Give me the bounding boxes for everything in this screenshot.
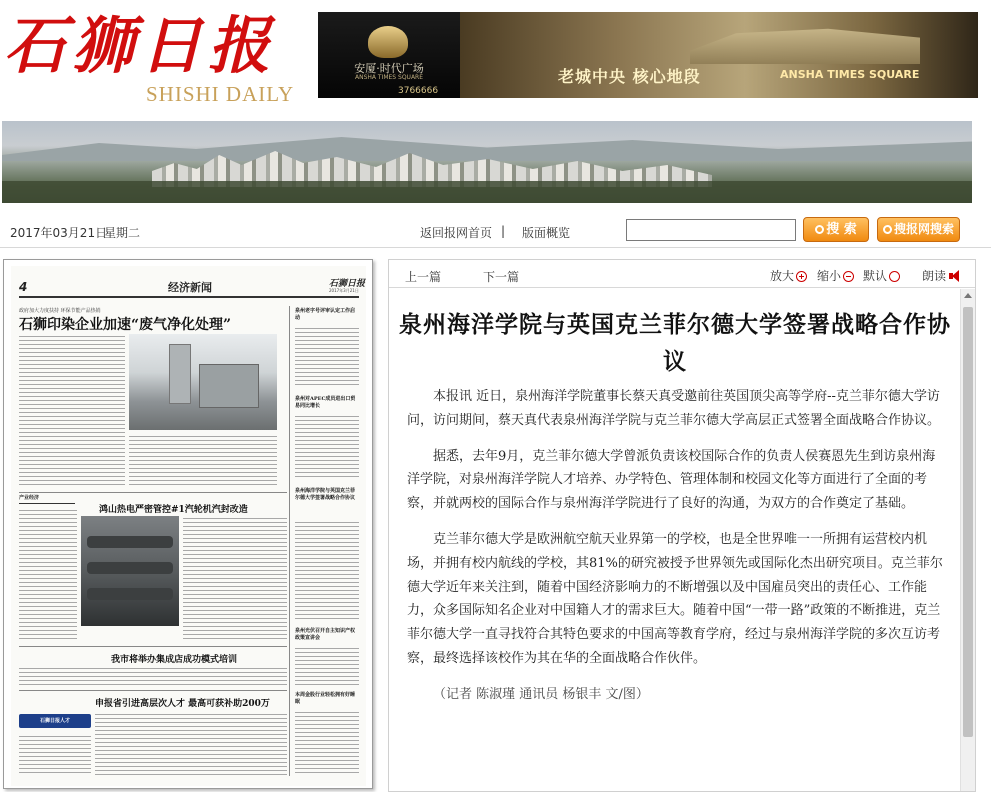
article-text-block[interactable] bbox=[129, 434, 277, 488]
article-toolbar bbox=[389, 260, 975, 288]
article-photo-turbine[interactable] bbox=[81, 516, 179, 626]
logo-english-text: SHISHI DAILY bbox=[146, 82, 295, 106]
column-label: 产业经济 bbox=[19, 494, 75, 504]
ad-image bbox=[460, 12, 978, 98]
magnifier-icon bbox=[883, 225, 892, 234]
zoom-in-label: 放大 bbox=[770, 269, 795, 283]
article-byline: （记者 陈淑瑾 通讯员 杨银丰 文/图） bbox=[433, 686, 649, 702]
article-text-block[interactable] bbox=[295, 326, 359, 388]
article-panel bbox=[388, 259, 976, 792]
plus-circle-icon bbox=[796, 271, 807, 282]
page-header-rule bbox=[19, 296, 359, 298]
photo-tower bbox=[169, 344, 191, 404]
article-paragraph: 据悉，去年9月，克兰菲尔德大学曾派负责该校国际合作的负责人侯赛恩先生到访泉州海洋学院，对泉州海洋学院人才培养、办学特色、管理体制和校园文化等方面进行了全面的考察，并就两校的国际合作与泉州海洋学院进行了良好的沟通，为双方的合作奠定了基础。 bbox=[407, 448, 936, 512]
reset-circle-icon bbox=[889, 271, 900, 282]
page-date: 2017年3月21日 bbox=[329, 288, 359, 293]
ad-slogan: 老城中央 核心地段 bbox=[558, 67, 701, 86]
newspaper-page bbox=[11, 266, 366, 786]
city-panorama-banner bbox=[2, 121, 972, 203]
section-divider bbox=[19, 690, 287, 691]
photo-machine-row bbox=[87, 588, 173, 600]
ad-building-graphic bbox=[690, 20, 920, 64]
photo-tank bbox=[199, 364, 259, 408]
site-header bbox=[0, 0, 991, 112]
site-logo[interactable] bbox=[4, 6, 304, 106]
page-overview-link[interactable]: 版面概览 bbox=[522, 226, 571, 240]
search-input[interactable] bbox=[626, 219, 796, 241]
minus-circle-icon bbox=[843, 271, 854, 282]
side-headline[interactable]: 泉州光伏召开自主知识产权政策宣讲会 bbox=[295, 628, 356, 641]
article-text-block[interactable] bbox=[295, 520, 359, 620]
section-divider bbox=[19, 492, 287, 493]
site-search-button-label: 搜报网搜索 bbox=[893, 222, 954, 236]
issue-weekday: 星期二 bbox=[104, 226, 141, 240]
page-number: 4 bbox=[19, 280, 28, 294]
search-button-label: 搜 索 bbox=[826, 222, 857, 237]
reset-size-label: 默认 bbox=[863, 269, 888, 283]
article-text-block[interactable] bbox=[19, 508, 77, 642]
article-hotspot-1[interactable]: 石狮印染企业加速“废气净化处理” bbox=[19, 317, 232, 333]
article-text-block[interactable] bbox=[295, 710, 359, 776]
ad-phone: 3766666 bbox=[398, 86, 439, 96]
ad-brand-block bbox=[318, 12, 460, 98]
scrollbar-thumb[interactable] bbox=[963, 307, 973, 737]
side-headline[interactable]: 泉州对APEC成员进出口贸易同比增长 bbox=[295, 396, 356, 409]
home-link[interactable]: 返回报网首页 bbox=[420, 226, 493, 240]
panorama-foreground bbox=[2, 181, 972, 203]
article-photo-factory[interactable] bbox=[129, 334, 277, 430]
site-search-button[interactable] bbox=[877, 217, 960, 242]
article-scrollbar[interactable] bbox=[960, 289, 975, 792]
side-headline[interactable]: 泉州老字号评审认定工作启动 bbox=[295, 308, 356, 321]
ad-brand-name-en: ANSHA TIMES SQUARE bbox=[354, 74, 424, 81]
ad-brand-name: 安厦·时代广场 bbox=[354, 62, 424, 75]
nav-separator: | bbox=[501, 224, 506, 238]
page-section-title: 经济新闻 bbox=[168, 281, 212, 294]
zoom-out-label: 缩小 bbox=[817, 269, 842, 283]
panorama-hills bbox=[2, 131, 972, 161]
article-hotspot-3[interactable]: 我市将举办集成店成功模式培训 bbox=[111, 655, 238, 665]
speaker-icon bbox=[949, 270, 961, 282]
talent-badge: 石狮日报人才 bbox=[19, 714, 91, 728]
column-divider bbox=[289, 306, 290, 776]
photo-machine-row bbox=[87, 562, 173, 574]
side-headline-current[interactable]: 泉州海洋学院与英国克兰菲尔德大学签署战略合作协议 bbox=[295, 488, 356, 501]
article-paragraph: 本报讯 近日，泉州海洋学院董事长蔡天真受邀前往英国顶尖高等学府--克兰菲尔德大学访问，访问期间，蔡天真代表泉州海洋学院与克兰菲尔德大学高层正式签署全面战略合作协议。 bbox=[407, 389, 941, 428]
article-text-block[interactable] bbox=[19, 666, 287, 686]
side-headline[interactable]: 本周金股行业轻松拥有好睡眠 bbox=[295, 692, 356, 705]
article-text-block[interactable] bbox=[95, 712, 287, 776]
page-brand: 石狮日报 bbox=[329, 279, 366, 289]
article-hotspot-2[interactable]: 鸿山热电严密管控#1汽轮机汽封改造 bbox=[99, 505, 248, 515]
next-article-link[interactable]: 下一篇 bbox=[483, 270, 520, 284]
previous-article-link[interactable]: 上一篇 bbox=[405, 270, 442, 284]
article-kicker: 政府加大力度扶持 环保节能产品热销 bbox=[19, 308, 101, 314]
photo-machine-row bbox=[87, 536, 173, 548]
logo-chinese-text: 石狮日报 bbox=[4, 9, 277, 82]
scroll-up-arrow-icon[interactable] bbox=[964, 293, 972, 298]
newspaper-page-thumbnail[interactable] bbox=[3, 259, 373, 789]
advertisement-banner[interactable] bbox=[318, 12, 978, 98]
article-body bbox=[407, 385, 947, 707]
issue-date: 2017年03月21日 bbox=[10, 226, 108, 240]
read-aloud-button[interactable] bbox=[922, 267, 961, 284]
reset-size-button[interactable] bbox=[863, 267, 900, 284]
article-text-block[interactable] bbox=[295, 414, 359, 480]
article-text-block[interactable] bbox=[19, 734, 91, 776]
search-button[interactable] bbox=[803, 217, 869, 242]
article-text-block[interactable] bbox=[19, 334, 125, 488]
zoom-in-button[interactable] bbox=[770, 267, 807, 284]
zoom-out-button[interactable] bbox=[817, 267, 854, 284]
article-hotspot-4[interactable]: 申报省引进高层次人才 最高可获补助200万 bbox=[95, 699, 270, 709]
article-paragraph: 克兰菲尔德大学是欧洲航空航天业界第一的学校，也是全世界唯一一所拥有运营校内机场，并拥有校内航线的学校，其81%的研究被授予世界领先或国际化杰出研究项目。克兰菲尔德大学近年来关注到，随着中国经济影响力的不断增强以及中国雇员突出的责任心、工作能力，众多国际知名企业对中国籍人才的需求巨大。随着中国“一带一路”政策的不断推进，克兰菲尔德大学一直寻找符合其特色要求的中国高等教育学府，经过与泉州海洋学院的多次互访考察，最终选择该校作为其在华的全面战略合作伙伴。 bbox=[407, 531, 943, 666]
section-divider bbox=[19, 646, 287, 647]
toolbar bbox=[0, 212, 991, 248]
read-aloud-label: 朗读 bbox=[922, 269, 947, 283]
ad-slogan-en: ANSHA TIMES SQUARE bbox=[780, 68, 920, 81]
magnifier-icon bbox=[815, 225, 824, 234]
article-text-block[interactable] bbox=[183, 516, 287, 642]
article-text-block[interactable] bbox=[295, 646, 359, 686]
article-title: 泉州海洋学院与英国克兰菲尔德大学签署战略合作协议 bbox=[399, 311, 951, 375]
ad-emblem-icon bbox=[368, 26, 408, 58]
